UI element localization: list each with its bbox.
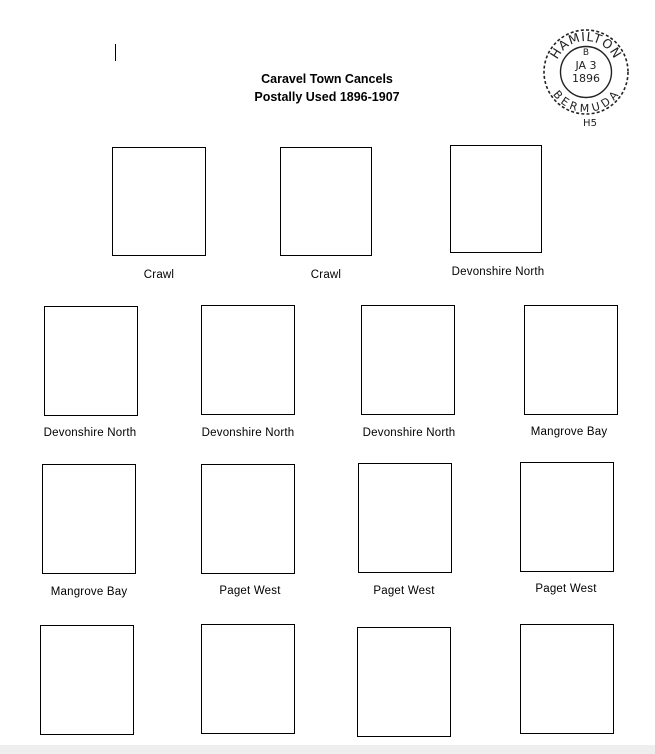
stamp-mount	[112, 147, 206, 256]
stamp-caption: Paget West	[219, 585, 281, 597]
stamp-caption: Mangrove Bay	[50, 586, 128, 598]
page-subtitle: Postally Used 1896-1907	[254, 90, 400, 104]
stamp-mount	[280, 147, 372, 256]
text-cursor	[115, 44, 116, 61]
hamilton-postmark-seal	[538, 24, 634, 134]
stamp-caption: Crawl	[310, 269, 342, 281]
postmark-year: 1896	[572, 72, 600, 85]
stamp-caption: Devonshire North	[43, 427, 137, 439]
stamp-mount	[201, 624, 295, 734]
postmark-letter: B	[582, 48, 590, 58]
stamp-mount	[44, 306, 138, 416]
stamp-caption: Mangrove Bay	[530, 426, 608, 438]
stamp-mount	[201, 305, 295, 415]
postmark-top-text: HAMILTON	[546, 28, 626, 62]
stamp-caption: Devonshire North	[451, 266, 545, 278]
postmark-type-code: H5	[583, 118, 597, 129]
stamp-caption: Devonshire North	[362, 427, 456, 439]
stamp-caption: Crawl	[143, 269, 175, 281]
stamp-mount	[520, 462, 614, 572]
postmark-bottom-text: BERMUDA	[550, 88, 622, 116]
stamp-mount	[42, 464, 136, 574]
stamp-mount	[520, 624, 614, 734]
window-bottom-edge	[0, 745, 655, 754]
stamp-caption: Paget West	[373, 585, 435, 597]
stamp-mount	[40, 625, 134, 735]
stamp-mount	[357, 627, 451, 737]
stamp-mount	[450, 145, 542, 253]
stamp-mount	[201, 464, 295, 574]
stamp-mount	[524, 305, 618, 415]
page-title: Caravel Town Cancels	[261, 72, 393, 86]
postmark-date: JA 3	[575, 59, 597, 72]
stamp-caption: Paget West	[535, 583, 597, 595]
stamp-mount	[358, 463, 452, 573]
stamp-mount	[361, 305, 455, 415]
stamp-caption: Devonshire North	[201, 427, 295, 439]
svg-text:BERMUDA	[550, 88, 621, 115]
